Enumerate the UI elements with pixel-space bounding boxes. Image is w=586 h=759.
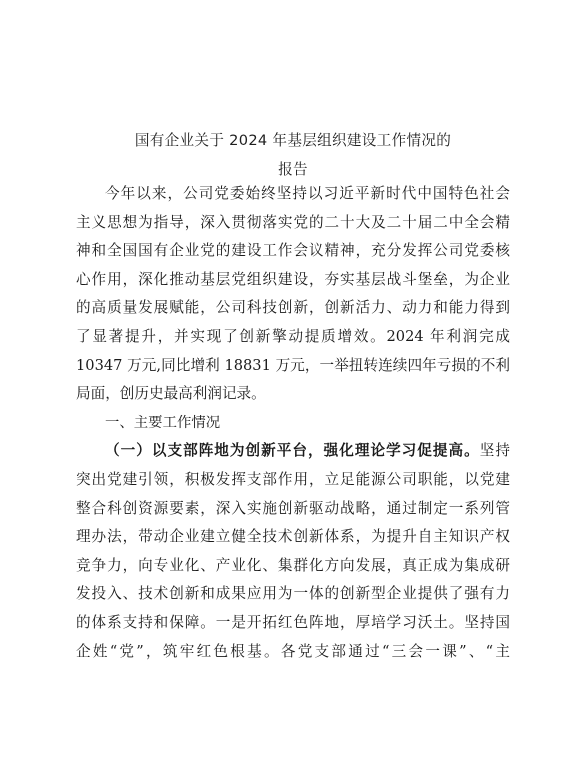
paragraph-line: 了显著提升，并实现了创新擎动提质增效。2024 年利润完成 [76,327,510,345]
paragraph-line: 突出党建引领，积极发挥支部作用，立足能源公司职能，以党建 [76,470,510,488]
paragraph-line: 竞争力，向专业化、产业化、集群化方向发展，真正成为集成研 [76,556,510,574]
paragraph-text: 坚持 [479,442,510,460]
paragraph-line: 心作用，深化推动基层党组织建设，夯实基层战斗堡垒，为企业 [76,270,510,288]
document-body [76,180,510,666]
paragraph-line: 整合科创资源要素，深入实施创新驱动战略，通过制定一系列管 [76,499,510,517]
document-title [76,127,510,184]
paragraph-line: 主义思想为指导，深入贯彻落实党的二十大及二十届二中全会精 [76,213,510,231]
subsection-heading: （一）以支部阵地为创新平台，强化理论学习促提高。 [105,442,480,460]
paragraph-line: 局面，创历史最高利润记录。 [76,385,266,403]
paragraph-line: 今年以来，公司党委始终坚持以习近平新时代中国特色社会 [105,185,510,202]
paragraph-line: 发投入、技术创新和成果应用为一体的创新型企业提供了强有力 [76,585,510,603]
paragraph-line: 理办法，带动企业建立健全技术创新体系，为提升自主知识产权 [76,528,510,546]
title-line: 报告 [278,160,308,178]
paragraph-line: 的体系支持和保障。一是开拓红色阵地，厚培学习沃土。坚持国 [76,613,510,631]
paragraph-line: 企姓“党”，筑牢红色根基。各党支部通过“三会一课”、“主 [76,642,510,660]
paragraph-line [76,437,510,466]
paragraph-line: 神和全国国有企业党的建设工作会议精神，充分发挥公司党委核 [76,242,510,260]
subsection-paragraph [76,437,510,666]
section-heading: 一、主要工作情况 [105,414,221,431]
paragraph-line: 的高质量发展赋能，公司科技创新，创新活力、动力和能力得到 [76,299,510,317]
intro-paragraph [76,180,510,409]
title-line: 国有企业关于 2024 年基层组织建设工作情况的 [134,132,452,149]
paragraph-line: 10347 万元,同比增利 18831 万元，一举扭转连续四年亏损的不利 [76,356,510,374]
